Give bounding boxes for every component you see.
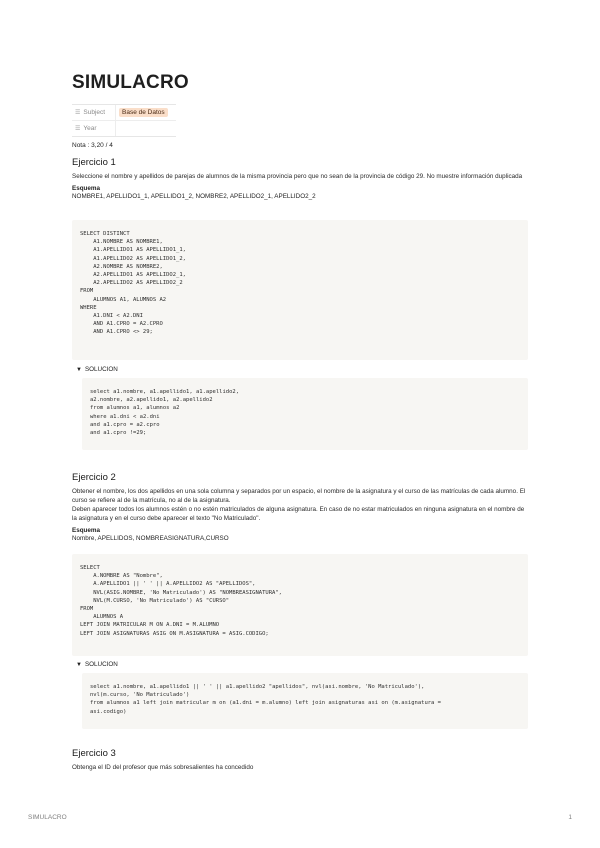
solution-toggle[interactable] [76,366,118,373]
property-row-subject[interactable] [72,105,176,121]
exercise-heading: Ejercicio 3 [72,748,116,759]
subject-tag[interactable]: Base de Datos [119,108,168,117]
property-key: Subject [83,109,106,116]
schema-columns: NOMBRE1, APELLIDO1_1, APELLIDO1_2, NOMBRE2, APELLIDO2_1, APELLIDO2_2 [72,193,316,200]
code-block[interactable]: SELECT DISTINCT A1.NOMBRE AS NOMBRE1, A1.APELLIDO1 AS APELLIDO1_1, A1.APELLIDO2 AS APELLIDO1_2, A2.NOMBRE AS NOMBRE2, A2.APELLIDO1 AS APELLIDO2_1, A2.APELLIDO2 AS APELLIDO2_2 FROM ALUMNOS A1, ALUMNOS A2 WHERE A1.DNI < A2.DNI AND A1.CPRO = A2.CPRO AND A1.CPRO <> 29; [72,220,528,360]
exercise-heading: Ejercicio 1 [72,157,116,168]
property-key: Year [83,125,97,132]
properties-table [72,104,176,137]
exercise-statement: Obtener el nombre, los dos apellidos en una sola columna y separados por un espacio, el nombre de la asignatura y el curso de las matrículas de cada alumno. El curso se refiere al de la matrícula, no al de la asignatura. [72,488,526,504]
list-icon: ☰ [75,126,81,132]
footer-title: SIMULACRO [28,814,67,821]
code-block[interactable]: SELECT A.NOMBRE AS "Nombre", A.APELLIDO1 || ' ' || A.APELLIDO2 AS "APELLIDOS", NVL(ASIG.NOMBRE, 'No Matriculado') AS "NOMBREASIGNATURA", NVL(M.CURSO, 'No Matriculado') AS "CURSO" FROM ALUMNOS A LEFT JOIN MATRICULAR M ON A.DNI = M.ALUMNO LEFT JOIN ASIGNATURAS ASIG ON M.ASIGNATURA = ASIG.CODIGO; [72,554,528,656]
solution-code-block[interactable]: select a1.nombre, a1.apellido1, a1.apellido2, a2.nombre, a2.apellido1, a2.apellido2 from alumnos a1, alumnos a2 where a1.dni < a2.dni and a1.cpro = a2.cpro and a1.cpro !=29; [82,378,528,450]
schema-label: Esquema [72,185,100,192]
list-icon: ☰ [75,110,81,116]
property-row-year[interactable] [72,121,176,136]
toggle-label: SOLUCION [84,661,118,668]
solution-toggle[interactable] [76,661,118,668]
exercise-3 [72,748,528,772]
page-title: SIMULACRO [72,72,189,93]
triangle-down-icon: ▼ [76,661,82,668]
toggle-label: SOLUCION [84,366,118,373]
exercise-statement: Obtenga el ID del profesor que más sobresalientes ha concedido [72,764,254,771]
triangle-down-icon: ▼ [76,366,82,373]
solution-code-block[interactable]: select a1.nombre, a1.apellido1 || ' ' || a1.apellido2 "apellidos", nvl(asi.nombre, 'No Matriculado'), nvl(m.curso, 'No Matriculado') from alumnos a1 left join matricular m on (a1.dni = m.alumno) left join asignaturas asi on (m.asignatura = asi.codigo) [82,673,528,729]
exercise-statement: Seleccione el nombre y apellidos de parejas de alumnos de la misma provincia pero que no sean de la provincia de código 29. No muestre información duplicada [72,173,523,180]
page-footer [28,814,572,821]
exercise-2 [72,472,528,542]
grade-text: Nota : 3,20 / 4 [72,142,113,149]
exercise-statement: Deben aparecer todos los alumnos estén o no estén matriculados de alguna asignatura. En caso de no estar matriculados en ninguna asignatura en el nombre de la asignatura y en el curso debe aparecer el texto "No Matriculado". [72,506,525,522]
exercise-1 [72,157,528,200]
schema-columns: Nombre, APELLIDOS, NOMBREASIGNATURA,CURSO [72,535,229,542]
page-number: 1 [568,814,572,821]
exercise-heading: Ejercicio 2 [72,472,116,483]
schema-label: Esquema [72,527,100,534]
